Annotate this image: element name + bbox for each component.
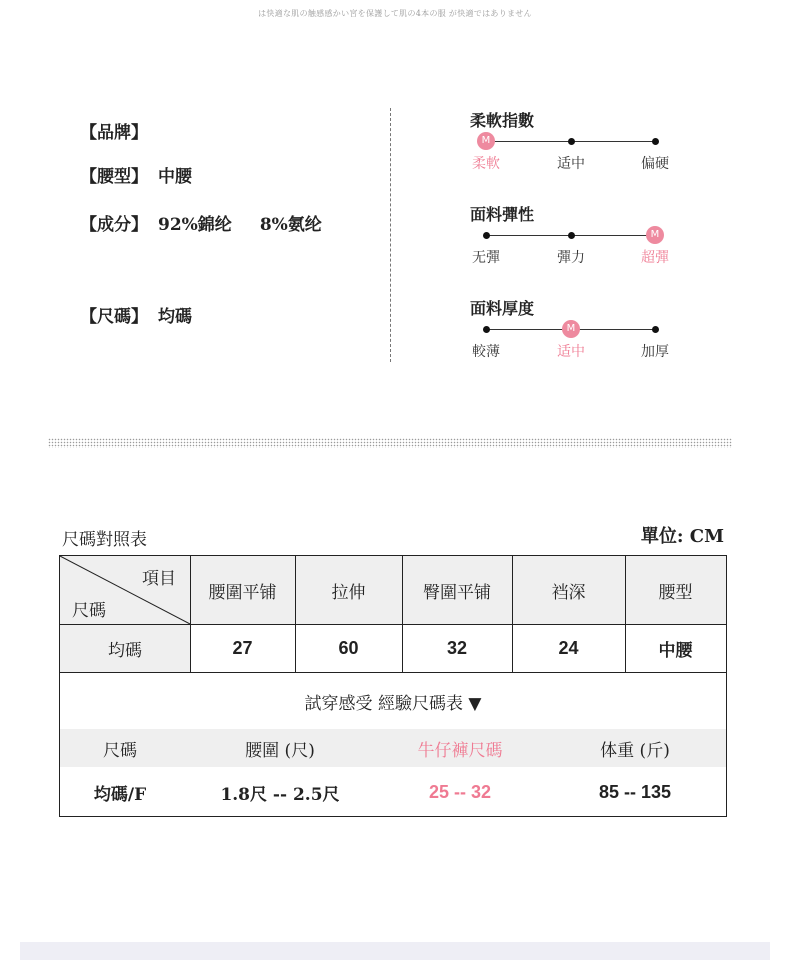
row-label-one-size: 均碼 (108, 640, 142, 661)
unit-label: 單位: CM (640, 526, 724, 547)
header-waist-flat: 腰圍平铺 (208, 582, 277, 603)
dotted-separator (48, 438, 732, 448)
scale-label: 偏硬 (641, 156, 669, 172)
scale-marker: M (477, 132, 495, 150)
composition-spandex: 8%氨纶 (259, 215, 322, 235)
vertical-divider (390, 108, 391, 362)
top-note: は快適な肌の触感感かい宮を保護して肌の4本の服 が快適ではありません (258, 9, 532, 18)
scale-title: 面料彈性 (470, 205, 535, 224)
scale-dot (483, 326, 490, 333)
scale-label: 加厚 (641, 344, 669, 360)
value-waist-type: 中腰 (658, 640, 693, 661)
scale-label: 适中 (557, 344, 585, 360)
size-row (80, 302, 192, 327)
scale-label: 柔軟 (472, 156, 500, 172)
scale-marker: M (646, 226, 664, 244)
exp-value-jeans-size: 25 -- 32 (428, 781, 492, 802)
scale-dot (568, 138, 575, 145)
exp-header-waist: 腰圍 (尺) (245, 740, 315, 761)
grid-line (60, 672, 726, 673)
scale-label: 超彈 (641, 250, 669, 266)
waist-label: 【腰型】 (80, 167, 148, 187)
trial-title: 試穿感受 經驗尺碼表 ▼ (304, 693, 482, 714)
scale-title: 柔軟指數 (470, 111, 535, 130)
scale-label: 較薄 (472, 344, 500, 360)
value-rise: 24 (558, 637, 579, 658)
brand-label: 【品牌】 (80, 123, 148, 143)
exp-value-waist: 1.8尺 -- 2.5尺 (220, 784, 340, 805)
scale-title: 面料厚度 (470, 299, 535, 318)
exp-value-weight: 85 -- 135 (598, 781, 672, 802)
composition-label: 【成分】 (80, 215, 148, 235)
size-table-title: 尺碼對照表 (62, 530, 147, 550)
size-label: 【尺碼】 (80, 307, 148, 327)
corner-size-label: 尺碼 (72, 601, 106, 621)
scale-label: 无彈 (472, 250, 500, 266)
scale-label: 彈力 (557, 250, 585, 266)
scale-dot (568, 232, 575, 239)
header-stretch: 拉伸 (331, 582, 366, 603)
size-table (59, 555, 727, 817)
value-hip-flat: 32 (446, 637, 468, 658)
exp-header-weight: 体重 (斤) (600, 740, 670, 761)
scale-label: 适中 (557, 156, 585, 172)
waist-row (80, 162, 192, 187)
waist-value: 中腰 (158, 167, 192, 187)
composition-row (80, 210, 322, 235)
bottom-band (20, 942, 770, 960)
scale-dot (483, 232, 490, 239)
header-rise: 裆深 (551, 582, 586, 603)
exp-value-size: 均碼/F (93, 784, 147, 805)
exp-header-jeans-size: 牛仔褲尺碼 (417, 740, 503, 761)
size-value: 均碼 (158, 307, 192, 327)
value-stretch: 60 (338, 637, 359, 658)
composition-cotton: 92%錦纶 (158, 215, 232, 235)
header-hip-flat: 臀圍平铺 (423, 582, 491, 603)
brand-row (80, 118, 148, 143)
scale-marker: M (562, 320, 580, 338)
scale-dot (652, 326, 659, 333)
header-waist-type: 腰型 (658, 582, 693, 603)
value-waist-flat: 27 (232, 637, 253, 658)
exp-header-size: 尺碼 (103, 740, 137, 761)
scale-dot (652, 138, 659, 145)
corner-item-label: 項目 (142, 569, 176, 589)
